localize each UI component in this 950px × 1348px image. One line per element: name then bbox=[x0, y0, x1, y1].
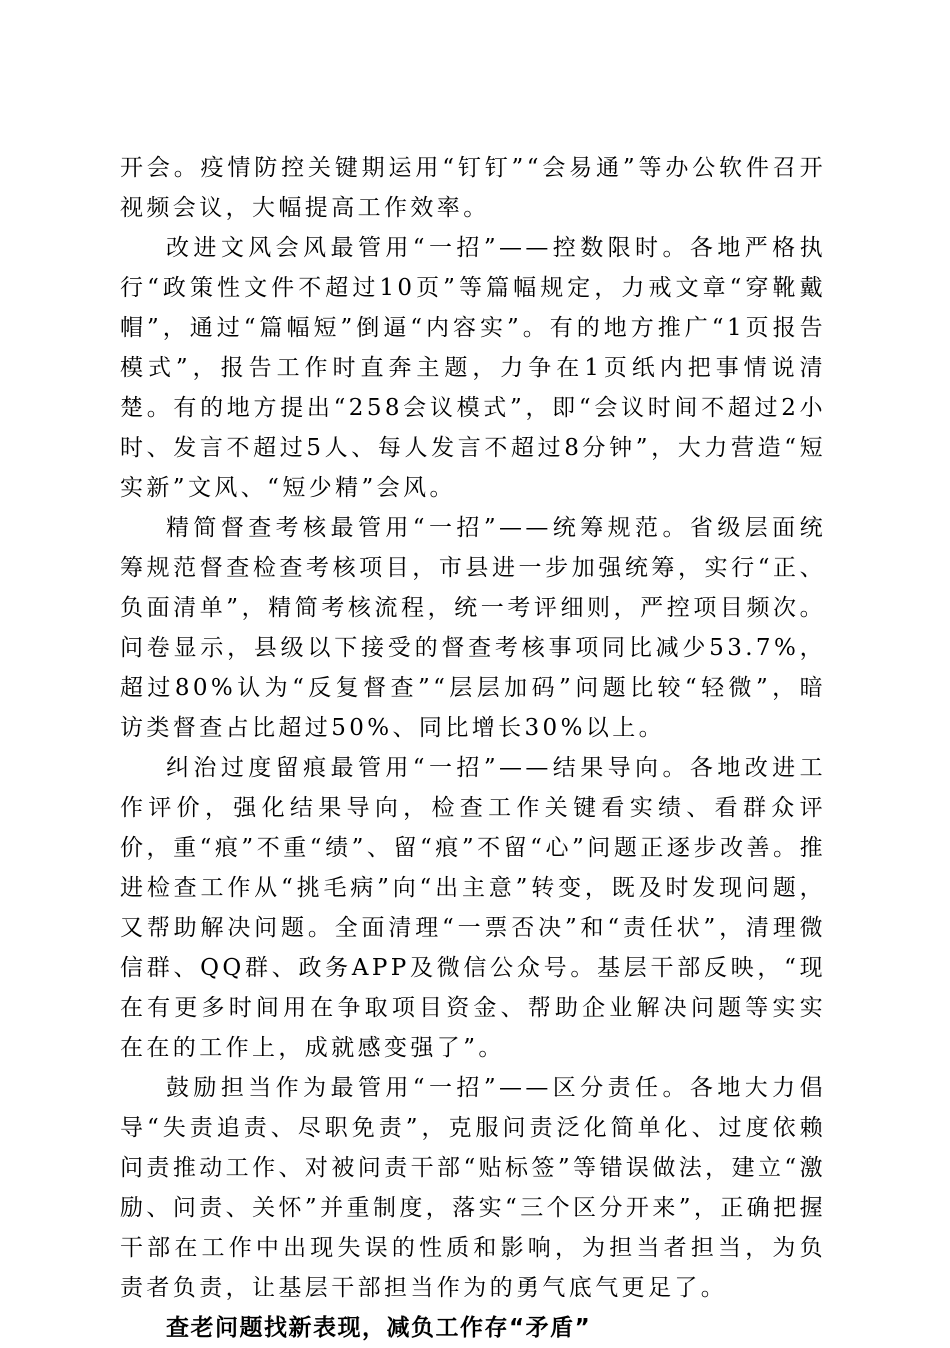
paragraph-style-meetings: 改进文风会风最管用“一招”——控数限时。各地严格执行“政策性文件不超过10页”等篇幅规定，力戒文章“穿靴戴帽”，通过“篇幅短”倒逼“内容实”。有的地方推广“1页报告模式”，报告工作时直奔主题，力争在1页纸内把事情说清楚。有的地方提出“258会议模式”，即“会议时间不超过2小时、发言不超过5人、每人发言不超过8分钟”，大力营造“短实新”文风、“短少精”会风。 bbox=[120, 235, 826, 501]
document-body bbox=[120, 148, 826, 1348]
section-heading: 查老问题找新表现，减负工作存“矛盾” bbox=[166, 1315, 592, 1341]
paragraph-excessive-traces: 纠治过度留痕最管用“一招”——结果导向。各地改进工作评价，强化结果导向，检查工作关键看实绩、看群众评价，重“痕”不重“绩”、留“痕”不留“心”问题正逐步改善。推进检查工作从“挑毛病”向“出主意”转变，既及时发现问题，又帮助解决问题。全面清理“一票否决”和“责任状”，清理微信群、QQ群、政务APP及微信公众号。基层干部反映，“现在有更多时间用在争取项目资金、帮助企业解决问题等实实在在的工作上，成就感变强了”。 bbox=[120, 755, 826, 1061]
paragraph-continuation: 开会。疫情防控关键期运用“钉钉”“会易通”等办公软件召开视频会议，大幅提高工作效率。 bbox=[120, 155, 826, 221]
paragraph-responsibility: 鼓励担当作为最管用“一招”——区分责任。各地大力倡导“失责追责、尽职免责”，克服问责泛化简单化、过度依赖问责推动工作、对被问责干部“贴标签”等错误做法，建立“激励、问责、关怀”并重制度，落实“三个区分开来”，正确把握干部在工作中出现失误的性质和影响，为担当者担当，为负责者负责，让基层干部担当作为的勇气底气更足了。 bbox=[120, 1075, 826, 1301]
paragraph-inspection: 精简督查考核最管用“一招”——统筹规范。省级层面统筹规范督查检查考核项目，市县进一步加强统筹，实行“正、负面清单”，精简考核流程，统一考评细则，严控项目频次。问卷显示，县级以下接受的督查考核事项同比减少53.7%，超过80%认为“反复督查”“层层加码”问题比较“轻微”，暗访类督查占比超过50%、同比增长30%以上。 bbox=[120, 515, 826, 741]
